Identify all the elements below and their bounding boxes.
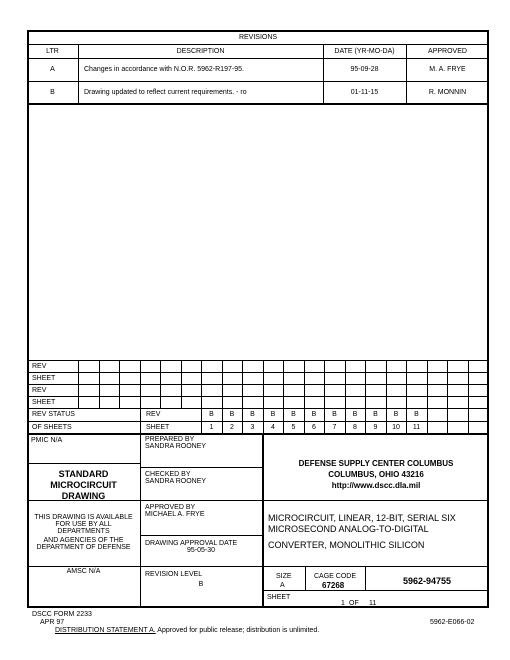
distribution-text: Approved for public release; distribution is unlimited. xyxy=(155,627,320,634)
revision-level-label: REVISION LEVEL xyxy=(145,571,203,578)
sheet-of-label: OF xyxy=(349,600,359,607)
availability-note: DEPARTMENT OF DEFENSE xyxy=(36,544,131,551)
cage-code: 67268 xyxy=(322,581,345,590)
org-website: http://www.dscc.dla.mil xyxy=(331,481,421,490)
sheet-number: 3 xyxy=(250,424,255,431)
header-date: DATE (YR-MO-DA) xyxy=(334,48,395,55)
rev-row-ltr: B xyxy=(50,89,55,96)
checked-by-label: CHECKED BY xyxy=(145,471,191,478)
sheet-number: 2 xyxy=(230,424,234,431)
rev-value: B xyxy=(209,411,214,418)
drawing-title: MICROCIRCUIT, LINEAR, 12-BIT, SERIAL SIX xyxy=(268,513,456,523)
sheet-number: 7 xyxy=(332,424,337,431)
availability-note: THIS DRAWING IS AVAILABLE xyxy=(34,514,133,521)
rev-value: B xyxy=(414,411,419,418)
sheet-number: 5 xyxy=(291,424,296,431)
sheet-total: 11 xyxy=(369,600,377,607)
form-date: APR 97 xyxy=(40,619,65,626)
availability-note: AND AGENCIES OF THE xyxy=(43,537,124,544)
amsc-label: AMSC N/A xyxy=(66,568,101,575)
revision-level: B xyxy=(198,581,204,588)
header-ltr: LTR xyxy=(46,48,59,55)
rev-value: B xyxy=(250,411,255,418)
rev-value: B xyxy=(393,411,399,418)
pmic-label: PMIC N/A xyxy=(31,437,63,444)
rev-value: B xyxy=(373,411,378,418)
rev-label: REV xyxy=(32,387,47,394)
approved-by-name: MICHAEL A. FRYE xyxy=(145,511,205,518)
sheet-number-current: 1 xyxy=(341,600,345,607)
drawing-title: CONVERTER, MONOLITHIC SILICON xyxy=(268,540,425,550)
distribution-label: DISTRIBUTION STATEMENT A. xyxy=(55,627,156,634)
approval-date-label: DRAWING APPROVAL DATE xyxy=(145,540,238,547)
rev-value: B xyxy=(332,411,337,418)
approval-date: 95-05-30 xyxy=(186,547,216,554)
rev-row-date: 95-09-28 xyxy=(350,66,379,73)
prepared-by-name: SANDRA ROONEY xyxy=(145,443,207,450)
form-number: DSCC FORM 2233 xyxy=(32,611,92,618)
size-value: A xyxy=(280,582,285,589)
document-code: 5962-E066-02 xyxy=(430,619,475,626)
rev-value: B xyxy=(270,411,276,418)
of-sheets-label: OF SHEETS xyxy=(32,424,72,431)
header-description: DESCRIPTION xyxy=(176,48,225,55)
size-label: SIZE xyxy=(276,573,292,580)
rev-value: B xyxy=(229,411,235,418)
sheet-label: SHEET xyxy=(32,399,56,406)
rev-value: B xyxy=(352,411,358,418)
sheet-number: 1 xyxy=(209,424,214,431)
rev-value: B xyxy=(311,411,317,418)
sheet-label: SHEET xyxy=(32,375,56,382)
sheet-number: 10 xyxy=(392,424,400,431)
distribution-statement xyxy=(55,627,319,635)
rev-row-date: 01-11-15 xyxy=(350,89,379,96)
rev-row-approved: R. MONNIN xyxy=(428,89,467,96)
standard-title: MICROCIRCUIT xyxy=(50,480,117,490)
checked-by-name: SANDRA ROONEY xyxy=(145,478,207,485)
drawing-title: MICROSECOND ANALOG-TO-DIGITAL xyxy=(268,524,429,534)
org-address: COLUMBUS, OHIO 43216 xyxy=(328,470,424,479)
cage-code-label: CAGE CODE xyxy=(314,573,357,580)
standard-title: DRAWING xyxy=(61,491,106,501)
org-name: DEFENSE SUPPLY CENTER COLUMBUS xyxy=(298,459,454,468)
rev-status-label: REV STATUS xyxy=(32,411,75,418)
rev-label: REV xyxy=(32,363,47,370)
sheet-number: 4 xyxy=(271,424,275,431)
sheet-number: 8 xyxy=(353,424,357,431)
rev-row-desc: Changes in accordance with N.O.R. 5962-R197-95. xyxy=(84,66,244,73)
revisions-title: REVISIONS xyxy=(238,34,278,41)
approved-by-label: APPROVED BY xyxy=(145,504,196,511)
sheet-number: 6 xyxy=(312,424,316,431)
rev-row-approved: M. A. FRYE xyxy=(429,66,466,73)
rev-row-ltr: A xyxy=(50,66,55,73)
availability-note: FOR USE BY ALL xyxy=(55,521,112,528)
header-approved: APPROVED xyxy=(428,48,467,55)
sheet-sub-label: SHEET xyxy=(146,424,170,431)
rev-sub-label: REV xyxy=(146,411,161,418)
prepared-by-label: PREPARED BY xyxy=(145,436,195,443)
rev-value: B xyxy=(291,411,296,418)
sheet-label: SHEET xyxy=(267,594,291,601)
sheet-number: 9 xyxy=(373,424,378,431)
standard-title: STANDARD xyxy=(58,469,109,479)
availability-note: DEPARTMENTS xyxy=(57,528,110,535)
drawing-number: 5962-94755 xyxy=(402,576,452,586)
rev-row-desc: Drawing updated to reflect current requirements. - ro xyxy=(84,89,247,96)
sheet-number: 11 xyxy=(412,424,421,431)
